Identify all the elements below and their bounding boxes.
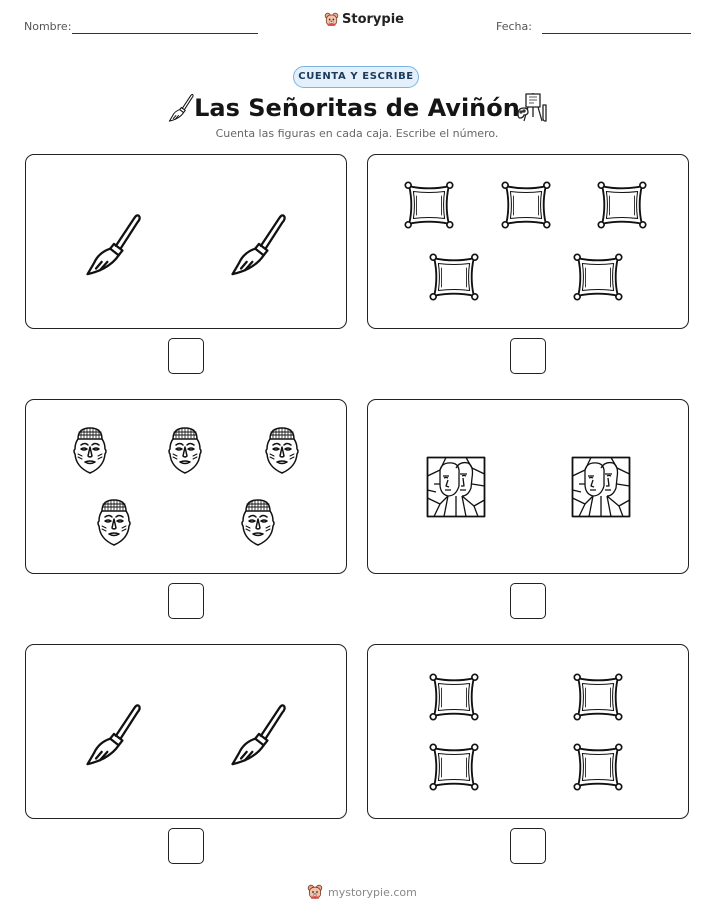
- paintbrush-icon: [83, 700, 143, 766]
- date-field-line[interactable]: [542, 33, 691, 34]
- counting-box-3: [25, 399, 347, 574]
- tribal-mask-icon: [262, 424, 302, 476]
- canvas-frame-icon: [428, 253, 480, 301]
- date-label: Fecha:: [496, 20, 532, 33]
- canvas-frame-icon: [596, 181, 648, 229]
- footer-url[interactable]: mystorypie.com: [328, 885, 417, 899]
- canvas-frame-icon: [572, 673, 624, 721]
- tribal-mask-icon: [238, 496, 278, 548]
- paintbrush-icon: [83, 210, 143, 276]
- brand-name: Storypie: [342, 12, 404, 27]
- name-field-line[interactable]: [72, 33, 258, 34]
- answer-box-1[interactable]: [168, 338, 204, 374]
- counting-box-4: [367, 399, 689, 574]
- canvas-frame-icon: [428, 673, 480, 721]
- paintbrush-icon: [228, 700, 288, 766]
- cubist-faces-icon: [571, 456, 631, 518]
- counting-box-1: [25, 154, 347, 329]
- counting-box-5: [25, 644, 347, 819]
- page-title: Las Señoritas de Aviñón: [194, 94, 520, 122]
- tribal-mask-icon: [94, 496, 134, 548]
- answer-box-5[interactable]: [168, 828, 204, 864]
- paintbrush-icon: [228, 210, 288, 276]
- counting-box-2: [367, 154, 689, 329]
- answer-box-4[interactable]: [510, 583, 546, 619]
- answer-box-3[interactable]: [168, 583, 204, 619]
- tribal-mask-icon: [165, 424, 205, 476]
- canvas-frame-icon: [500, 181, 552, 229]
- answer-box-2[interactable]: [510, 338, 546, 374]
- answer-box-6[interactable]: [510, 828, 546, 864]
- bear-logo-icon: [324, 12, 339, 27]
- canvas-frame-icon: [572, 253, 624, 301]
- footer: [307, 884, 417, 900]
- counting-box-6: [367, 644, 689, 819]
- canvas-frame-icon: [428, 743, 480, 791]
- canvas-frame-icon: [403, 181, 455, 229]
- activity-badge: CUENTA Y ESCRIBE: [293, 66, 419, 88]
- name-label: Nombre:: [24, 20, 72, 33]
- brand-logo: [324, 12, 404, 27]
- bear-logo-icon: [307, 884, 323, 900]
- instructions: Cuenta las figuras en cada caja. Escribe el número.: [215, 127, 499, 140]
- cubist-faces-icon: [426, 456, 486, 518]
- tribal-mask-icon: [70, 424, 110, 476]
- canvas-frame-icon: [572, 743, 624, 791]
- easel-icon: [516, 91, 548, 123]
